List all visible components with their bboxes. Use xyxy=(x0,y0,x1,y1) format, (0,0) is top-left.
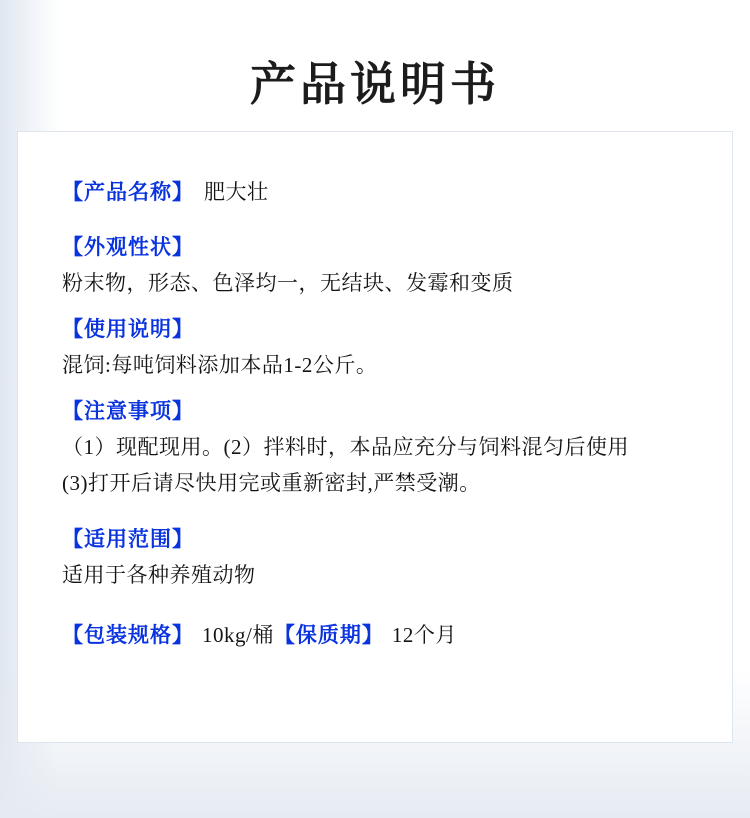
section-value-precautions-line2: (3)打开后请尽快用完或重新密封,严禁受潮。 xyxy=(62,470,481,495)
section-label-appearance: 【外观性状】 xyxy=(62,234,194,259)
section-product-name xyxy=(62,176,688,209)
section-label-precautions: 【注意事项】 xyxy=(62,398,194,423)
section-appearance xyxy=(62,231,688,264)
spec-content xyxy=(18,132,732,649)
section-label-scope: 【适用范围】 xyxy=(62,526,194,551)
section-value-scope: 适用于各种养殖动物 xyxy=(62,563,256,588)
section-value-product-name: 肥大壮 xyxy=(204,180,269,204)
section-label-shelf-life: 【保质期】 xyxy=(273,622,384,647)
section-label-package: 【包装规格】 xyxy=(62,622,194,647)
page-title: 产品说明书 xyxy=(250,59,500,110)
section-precautions xyxy=(62,395,688,428)
section-label-product-name: 【产品名称】 xyxy=(62,180,194,204)
spec-sheet-card xyxy=(18,132,732,742)
section-footer xyxy=(62,619,688,649)
section-value-usage: 混饲:每吨饲料添加本品1-2公斤。 xyxy=(62,353,378,378)
section-value-precautions-line1: （1）现配现用。(2）拌料时，本品应充分与饲料混匀后使用 xyxy=(62,435,629,460)
section-value-package: 10kg/桶 xyxy=(202,622,274,647)
section-usage xyxy=(62,313,688,346)
section-value-shelf-life: 12个月 xyxy=(391,622,457,647)
section-scope xyxy=(62,523,688,556)
section-label-usage: 【使用说明】 xyxy=(62,316,194,341)
section-value-appearance: 粉末物，形态、色泽均一，无结块、发霉和变质 xyxy=(62,271,514,296)
